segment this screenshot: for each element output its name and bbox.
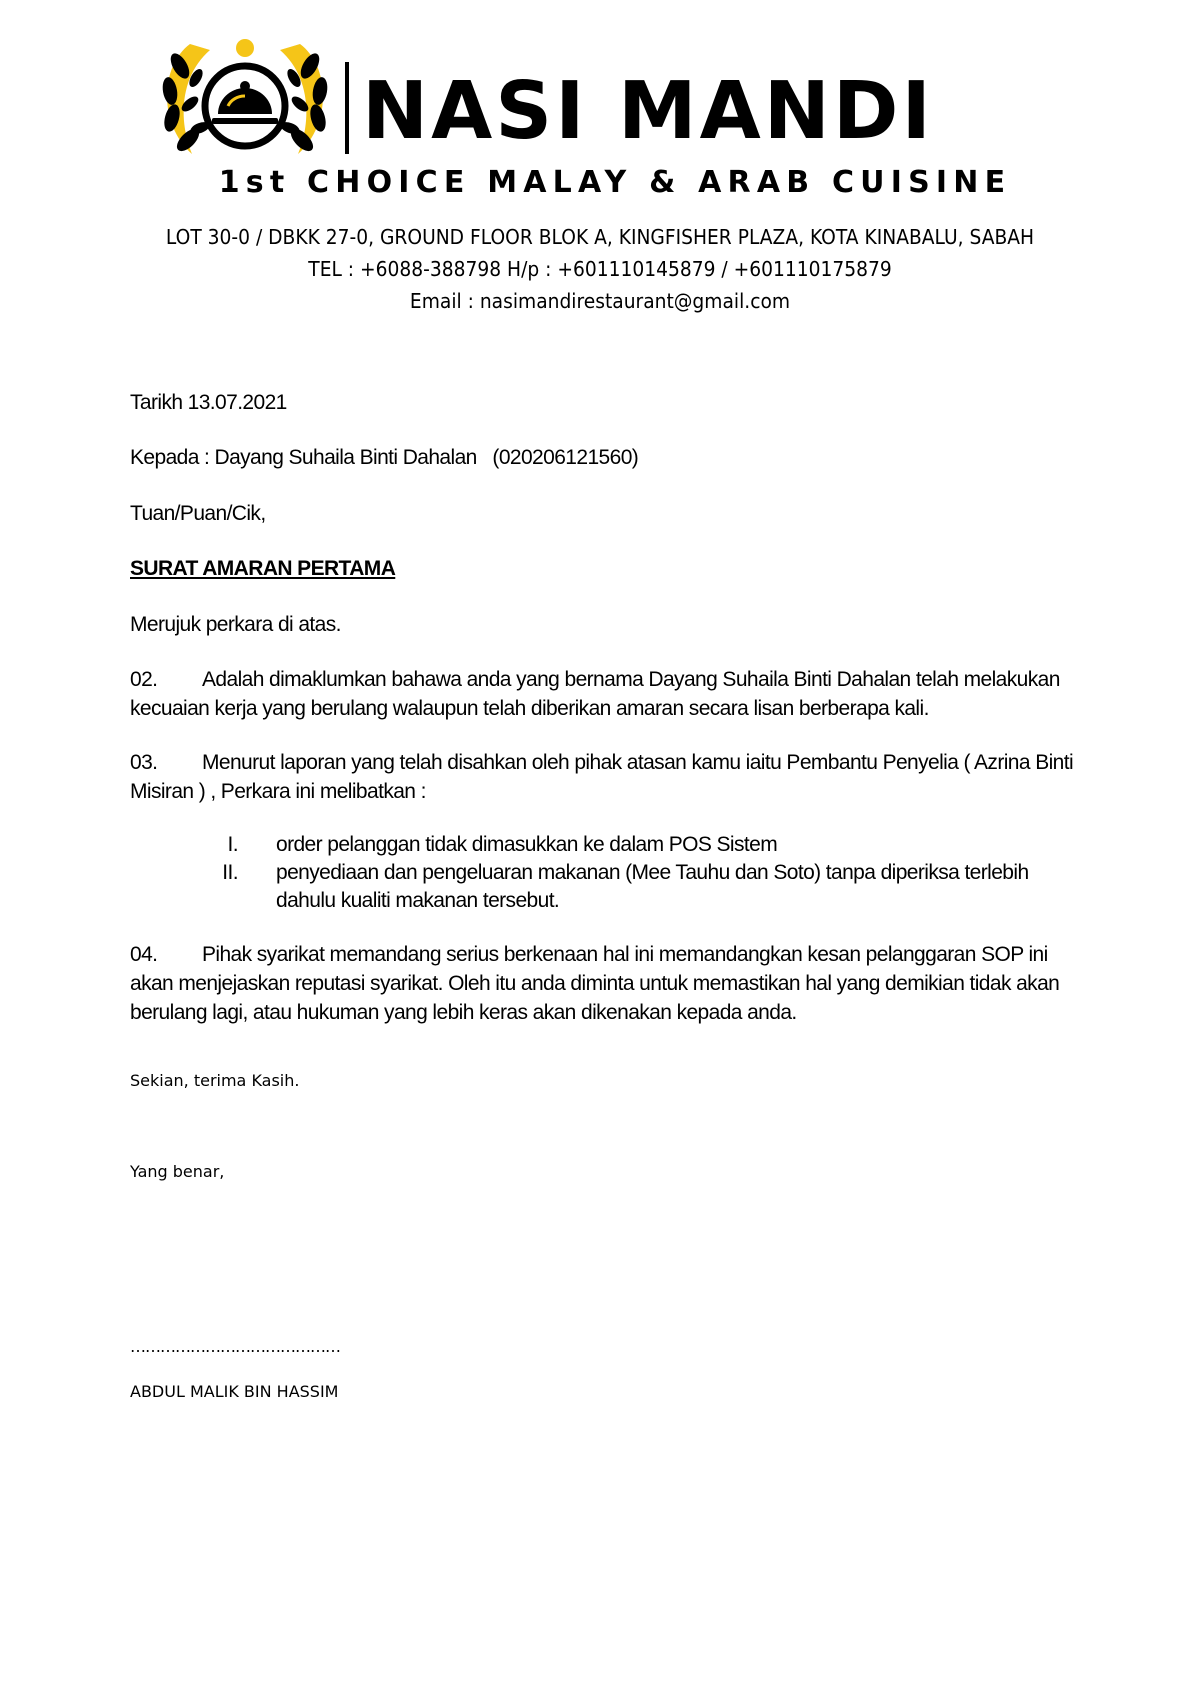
list-marker: II. xyxy=(222,861,238,884)
list-text: penyediaan dan pengeluaran makanan (Mee Tauhu dan Soto) tanpa diperiksa terlebih dahulu kualiti makanan tersebut. xyxy=(276,861,1029,912)
paragraph-number: 03. xyxy=(130,751,158,774)
paragraph-text: Menurut laporan yang telah disahkan oleh pihak atasan kamu iaitu Pembantu Penyelia ( Azrina Binti Misiran ) , Perkara ini melibatkan : xyxy=(130,751,1074,803)
paragraph-02 xyxy=(130,665,1090,723)
company-phone: TEL : +6088-388798 H/p : +601110145879 / +601110175879 xyxy=(308,257,892,281)
company-email: Email : nasimandirestaurant@gmail.com xyxy=(409,289,791,313)
signatory-name: ABDUL MALIK BIN HASSIM xyxy=(130,1382,339,1401)
paragraph-03 xyxy=(130,748,1090,806)
paragraph-text: Adalah dimaklumkan bahawa anda yang bernama Dayang Suhaila Binti Dahalan telah melakukan kecuaian kerja yang berulang walaupun telah diberikan amaran secara lisan berberapa kali. xyxy=(130,668,1060,720)
letter-date: Tarikh 13.07.2021 xyxy=(130,391,287,414)
brand-name: NASI MANDI xyxy=(362,65,934,157)
letter-intro: Merujuk perkara di atas. xyxy=(130,613,341,636)
list-marker: I. xyxy=(227,833,238,856)
letter-subject: SURAT AMARAN PERTAMA xyxy=(130,557,396,580)
letter-recipient: Kepada : Dayang Suhaila Binti Dahalan (020206121560) xyxy=(130,446,639,469)
company-address: LOT 30-0 / DBKK 27-0, GROUND FLOOR BLOK A, KINGFISHER PLAZA, KOTA KINABALU, SABAH xyxy=(165,225,1035,249)
brand-tagline: 1st CHOICE MALAY & ARAB CUISINE xyxy=(218,165,1012,200)
paragraph-number: 04. xyxy=(130,943,158,966)
letter-salutation: Tuan/Puan/Cik, xyxy=(130,502,266,525)
letter-sign-off: Yang benar, xyxy=(130,1162,225,1181)
cloche-laurel-icon xyxy=(150,36,340,166)
signature-line: …………………………………… xyxy=(130,1337,340,1356)
paragraph-number: 02. xyxy=(130,668,158,691)
list-item xyxy=(210,859,1070,915)
paragraph-04 xyxy=(130,940,1090,1027)
letter-closing: Sekian, terima Kasih. xyxy=(130,1071,300,1090)
list-item xyxy=(210,831,1070,859)
logo-divider xyxy=(345,62,349,154)
list-text: order pelanggan tidak dimasukkan ke dalam POS Sistem xyxy=(276,833,778,856)
paragraph-text: Pihak syarikat memandang serius berkenaan hal ini memandangkan kesan pelanggaran SOP ini akan menjejaskan reputasi syarikat. Oleh itu anda diminta untuk memastikan hal yang demikian tidak akan berulang lagi, atau hukuman yang lebih keras akan dikenakan kepada anda. xyxy=(130,943,1060,1024)
